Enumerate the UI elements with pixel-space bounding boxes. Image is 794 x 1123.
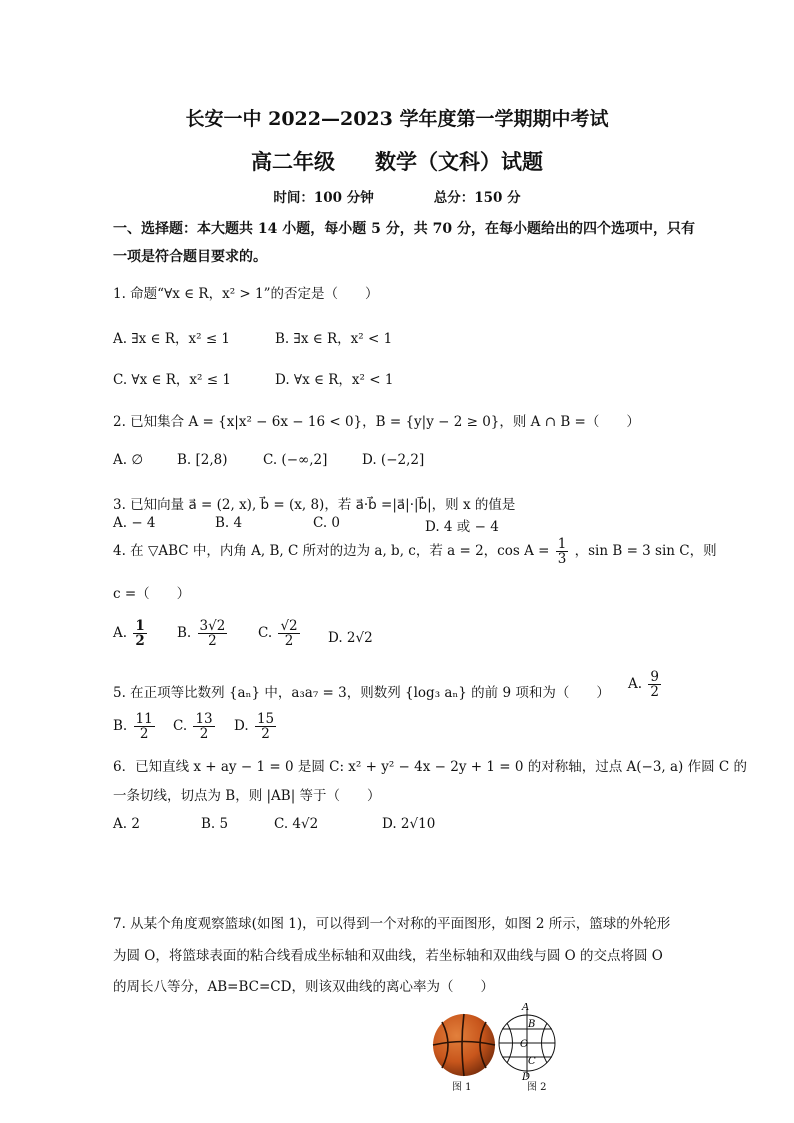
q3-option-c: C. 0 [313,515,341,531]
q3-option-b: B. 4 [215,515,243,531]
q5-d-num: 15 [256,711,275,727]
basketball-figure [430,1012,500,1078]
grade-label: 高二年级 [251,149,335,174]
q3-stem: 3. 已知向量 a⃗ = (2, x), b⃗ = (x, 8)，若 a⃗·b⃗ =|a⃗|·|b⃗|，则 x 的值是 [113,497,516,513]
hyperbola-diagram [496,1003,560,1081]
q5-option-c [173,712,217,741]
q5-stem: 5. 在正项等比数列 {aₙ} 中，a₃a₇ = 3，则数列 {log₃ aₙ} 的前 9 项和为（ ） [113,685,610,701]
q5-a-label: A. [628,676,643,693]
point-d-label: D [522,1072,531,1081]
fig1-caption: 图 1 [452,1082,472,1093]
q7-stem-line1: 7. 从某个角度观察篮球(如图 1)，可以得到一个对称的平面图形，如图 2 所示，篮球的外轮形 [113,916,671,932]
q4-a-label: A. [113,625,128,642]
q4-option-d: D. 2√2 [328,630,373,646]
q5-c-den: 2 [199,726,209,743]
exam-info [0,186,794,206]
q4-a-fraction [133,619,146,648]
section-instructions-line2: 一项是符合题目要求的。 [113,249,267,265]
q5-a-num: 9 [650,669,659,685]
q4-option-b [177,619,229,648]
q6-stem-line2: 一条切线，切点为 B，则 |AB| 等于（ ） [113,788,381,804]
q4-c-den: 2 [284,633,294,650]
q2-option-a: A. ∅ [113,452,144,468]
q2-stem: 2. 已知集合 A = {x|x² − 6x − 16 < 0}，B = {y|y − 2 ≥ 0}，则 A ∩ B =（ ） [113,414,640,430]
q4-b-den: 2 [208,633,217,650]
q5-c-label: C. [173,718,188,735]
q5-d-label: D. [234,718,249,735]
q7-stem-line3: 的周长八等分，AB=BC=CD，则该双曲线的离心率为（ ） [113,979,494,995]
q4-frac-den: 3 [557,551,567,568]
q2-option-d: D. (−2,2] [362,452,425,468]
q5-option-b [113,712,157,741]
q4-c-label: C. [258,625,273,642]
fig2-caption: 图 2 [527,1082,547,1093]
q5-b-num: 11 [135,711,153,727]
q5-d-den: 2 [261,726,270,743]
q6-option-b: B. 5 [201,816,229,832]
q5-b-den: 2 [139,726,149,743]
q7-stem-line2: 为圆 O，将篮球表面的粘合线看成坐标轴和双曲线，若坐标轴和双曲线与圆 O 的交点将圆 O [113,948,663,964]
q4-b-num: 3√2 [199,618,226,634]
q4-option-a [113,619,149,648]
q4-stem [113,537,717,566]
exam-subtitle [0,146,794,176]
q5-c-num: 13 [195,711,213,727]
q2-option-c: C. (−∞,2] [263,452,328,468]
q5-b-fraction [134,712,155,741]
q5-option-a [628,670,663,699]
total-label: 总分：150 分 [433,190,521,206]
q4-b-label: B. [177,625,192,642]
q6-stem-line1: 6．已知直线 x + ay − 1 = 0 是圆 C: x² + y² − 4x − 2y + 1 = 0 的对称轴，过点 A(−3, a) 作圆 C 的 [113,759,748,775]
q2-option-b: B. [2,8) [177,452,228,468]
q5-d-fraction [255,712,276,741]
q3-option-a: A. − 4 [113,515,156,531]
time-label: 时间：100 分钟 [273,190,374,206]
q1-option-c: C. ∀x ∈ R，x² ≤ 1 [113,372,231,388]
point-b-label: B [528,1019,536,1030]
subject-label: 数学（文科）试题 [375,149,543,174]
q3-option-d: D. 4 或 − 4 [425,519,499,535]
q5-b-label: B. [113,718,128,735]
q5-a-den: 2 [650,684,659,701]
q6-option-d: D. 2√10 [382,816,436,832]
q4-a-den: 2 [135,633,145,650]
q1-option-d: D. ∀x ∈ R，x² < 1 [275,372,394,388]
q4-c-num: √2 [280,618,298,634]
q5-a-fraction [648,670,661,699]
q4-option-c [258,619,302,648]
q4-b-fraction [198,619,228,648]
q4-stem-part1: 4. 在 ▽ABC 中，内角 A, B, C 所对的边为 a, b, c，若 a = 2，cos A = [113,543,550,560]
point-o-label: O [520,1039,529,1050]
q4-frac-num: 1 [557,536,567,552]
q4-c-fraction [278,619,299,648]
q4-stem-part2: ，sin B = 3 sin C，则 [574,543,717,560]
q6-option-a: A. 2 [113,816,140,832]
section-instructions-line1: 一、选择题：本大题共 14 小题，每小题 5 分，共 70 分，在每小题给出的四个选项中，只有 [113,221,695,237]
q1-option-b: B. ∃x ∈ R，x² < 1 [275,331,393,347]
q1-stem: 1. 命题“∀x ∈ R，x² > 1”的否定是（ ） [113,286,379,302]
q1-option-a: A. ∃x ∈ R，x² ≤ 1 [113,331,231,347]
q4-a-num: 1 [135,618,145,634]
point-c-label: C [528,1056,536,1067]
q4-stem-part3: c =（ ） [113,586,191,602]
q5-c-fraction [193,712,214,741]
q4-cos-fraction [556,537,569,566]
q5-option-d [234,712,278,741]
point-a-label: A [522,1003,530,1013]
exam-title: 长安一中 2022—2023 学年度第一学期期中考试 [185,108,609,130]
q6-option-c: C. 4√2 [274,816,319,832]
